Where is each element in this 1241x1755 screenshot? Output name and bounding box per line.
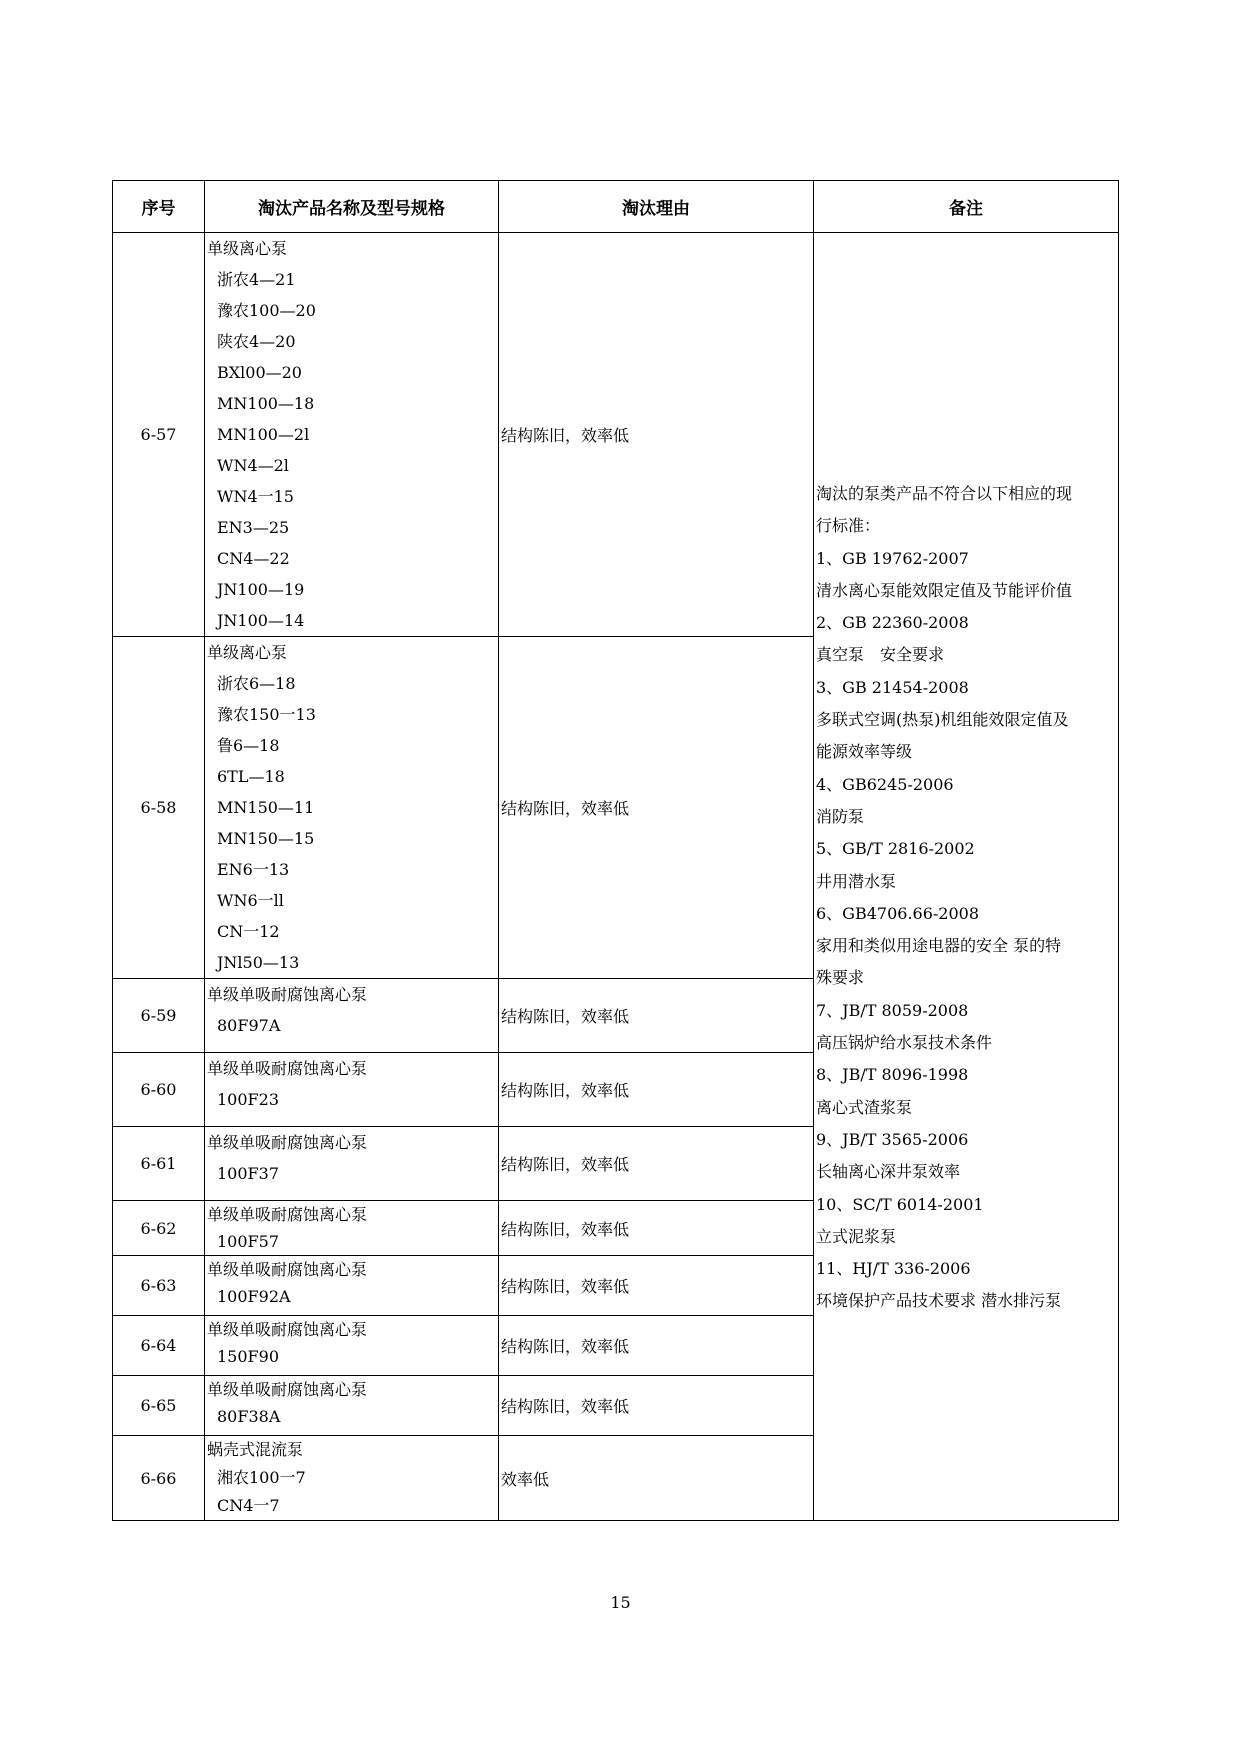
product-type: 单级离心泵 (207, 643, 288, 662)
product-type: 单级单吸耐腐蚀离心泵 (207, 1205, 368, 1224)
row-product-cell (205, 1436, 499, 1521)
product-model: WN4—2l (217, 456, 289, 475)
remarks-line: 家用和类似用途电器的安全 泵的特 (816, 936, 1062, 956)
remarks-line: 淘汰的泵类产品不符合以下相应的现 (816, 484, 1073, 503)
product-model: 湘农100一7 (217, 1468, 306, 1487)
remarks-line: 殊要求 (816, 968, 865, 988)
product-model: WN4一15 (217, 487, 294, 506)
header-reason: 淘汰理由 (499, 181, 814, 233)
product-model: 浙农6—18 (217, 674, 296, 693)
remarks-line: 高压锅炉给水泵技术条件 (816, 1033, 993, 1053)
row-serial-number: 6-64 (113, 1316, 205, 1376)
remarks-line: 11、HJ/T 336-2006 (816, 1259, 971, 1279)
remarks-line: 环境保护产品技术要求 潜水排污泵 (816, 1291, 1062, 1311)
product-model: EN6一13 (217, 860, 290, 879)
remarks-line: 离心式渣浆泵 (816, 1097, 913, 1117)
row-serial-number: 6-61 (113, 1127, 205, 1201)
remarks-line: 6、GB4706.66-2008 (816, 903, 980, 923)
product-type: 单级单吸耐腐蚀离心泵 (207, 1133, 368, 1152)
remarks-line: 消防泵 (816, 806, 865, 826)
remarks-line: 10、SC/T 6014-2001 (816, 1194, 984, 1214)
table-body (113, 233, 1119, 1521)
header-serial-number: 序号 (113, 181, 205, 233)
product-model: EN3—25 (217, 518, 290, 537)
row-reason: 结构陈旧，效率低 (499, 979, 814, 1053)
product-model: 豫农100—20 (217, 301, 316, 320)
remarks-cell (814, 233, 1119, 1521)
row-serial-number: 6-63 (113, 1256, 205, 1316)
remarks-line: 真空泵 安全要求 (816, 645, 945, 665)
product-model: 豫农150一13 (217, 705, 316, 724)
product-type: 单级单吸耐腐蚀离心泵 (207, 985, 368, 1004)
product-model: BXl00—20 (217, 363, 302, 382)
row-serial-number: 6-62 (113, 1201, 205, 1256)
remarks-line: 5、GB/T 2816-2002 (816, 839, 975, 859)
row-reason: 结构陈旧，效率低 (499, 637, 814, 979)
product-model: CN4—22 (217, 549, 290, 568)
remarks-line: 3、GB 21454-2008 (816, 677, 969, 697)
product-model: 浙农4—21 (217, 270, 296, 289)
row-serial-number: 6-66 (113, 1436, 205, 1521)
product-type: 单级单吸耐腐蚀离心泵 (207, 1380, 368, 1399)
product-model: 100F57 (217, 1232, 279, 1251)
row-reason: 结构陈旧，效率低 (499, 1201, 814, 1256)
row-product-cell (205, 1316, 499, 1376)
product-model: 100F92A (217, 1287, 291, 1306)
row-product-cell (205, 1053, 499, 1127)
remarks-line: 4、GB6245-2006 (816, 774, 954, 794)
row-product-cell (205, 233, 499, 637)
product-model: 100F23 (217, 1090, 279, 1109)
product-type: 蜗壳式混流泵 (207, 1440, 304, 1459)
row-reason: 结构陈旧，效率低 (499, 233, 814, 637)
row-product-cell (205, 1256, 499, 1316)
remarks-line: 能源效率等级 (816, 742, 913, 762)
remarks-line: 清水离心泵能效限定值及节能评价值 (816, 580, 1073, 600)
row-serial-number: 6-59 (113, 979, 205, 1053)
row-product-cell (205, 637, 499, 979)
product-type: 单级单吸耐腐蚀离心泵 (207, 1320, 368, 1339)
remarks-line: 行标准： (816, 516, 881, 536)
row-reason: 结构陈旧，效率低 (499, 1316, 814, 1376)
remarks-line: 多联式空调(热泵)机组能效限定值及 (816, 710, 1069, 730)
row-serial-number: 6-57 (113, 233, 205, 637)
row-serial-number: 6-60 (113, 1053, 205, 1127)
row-product-cell (205, 979, 499, 1053)
header-remarks: 备注 (814, 181, 1119, 233)
product-model: JN100—19 (217, 580, 305, 599)
product-model: JN100—14 (217, 611, 305, 630)
row-reason: 结构陈旧，效率低 (499, 1053, 814, 1127)
product-model: JNl50—13 (217, 953, 300, 972)
header-row (113, 181, 1119, 233)
product-model: CN4一7 (217, 1496, 280, 1515)
row-reason: 结构陈旧，效率低 (499, 1376, 814, 1436)
row-product-cell (205, 1127, 499, 1201)
product-model: MN150—15 (217, 829, 315, 848)
remarks-line: 1、GB 19762-2007 (816, 548, 969, 568)
product-model: 陕农4—20 (217, 332, 296, 351)
product-type: 单级单吸耐腐蚀离心泵 (207, 1260, 368, 1279)
product-model: CN一12 (217, 922, 280, 941)
product-model: MN150—11 (217, 798, 315, 817)
product-model: 80F97A (217, 1016, 281, 1035)
row-product-cell (205, 1201, 499, 1256)
product-type: 单级离心泵 (207, 239, 288, 258)
row-product-cell (205, 1376, 499, 1436)
remarks-line: 立式泥浆泵 (816, 1226, 897, 1246)
remarks-line: 7、JB/T 8059-2008 (816, 1000, 969, 1020)
product-type: 单级单吸耐腐蚀离心泵 (207, 1059, 368, 1078)
product-model: MN100—18 (217, 394, 315, 413)
product-model: 鲁6—18 (217, 736, 280, 755)
page-number: 15 (610, 1593, 631, 1612)
product-model: 150F90 (217, 1347, 279, 1366)
row-reason: 效率低 (499, 1436, 814, 1521)
product-model: 80F38A (217, 1407, 281, 1426)
remarks-line: 长轴离心深井泵效率 (816, 1162, 961, 1182)
row-serial-number: 6-65 (113, 1376, 205, 1436)
remarks-line: 井用潜水泵 (816, 871, 897, 891)
product-model: MN100—2l (217, 425, 310, 444)
row-serial-number: 6-58 (113, 637, 205, 979)
remarks-line: 9、JB/T 3565-2006 (816, 1129, 969, 1149)
remarks-line: 8、JB/T 8096-1998 (816, 1065, 969, 1085)
elimination-table (112, 180, 1119, 1521)
header-product-name: 淘汰产品名称及型号规格 (205, 181, 499, 233)
table-row (113, 233, 1119, 637)
row-reason: 结构陈旧，效率低 (499, 1127, 814, 1201)
product-model: WN6一ll (217, 891, 284, 910)
product-model: 6TL—18 (217, 767, 285, 786)
product-model: 100F37 (217, 1164, 279, 1183)
row-reason: 结构陈旧，效率低 (499, 1256, 814, 1316)
remarks-line: 2、GB 22360-2008 (816, 613, 969, 633)
